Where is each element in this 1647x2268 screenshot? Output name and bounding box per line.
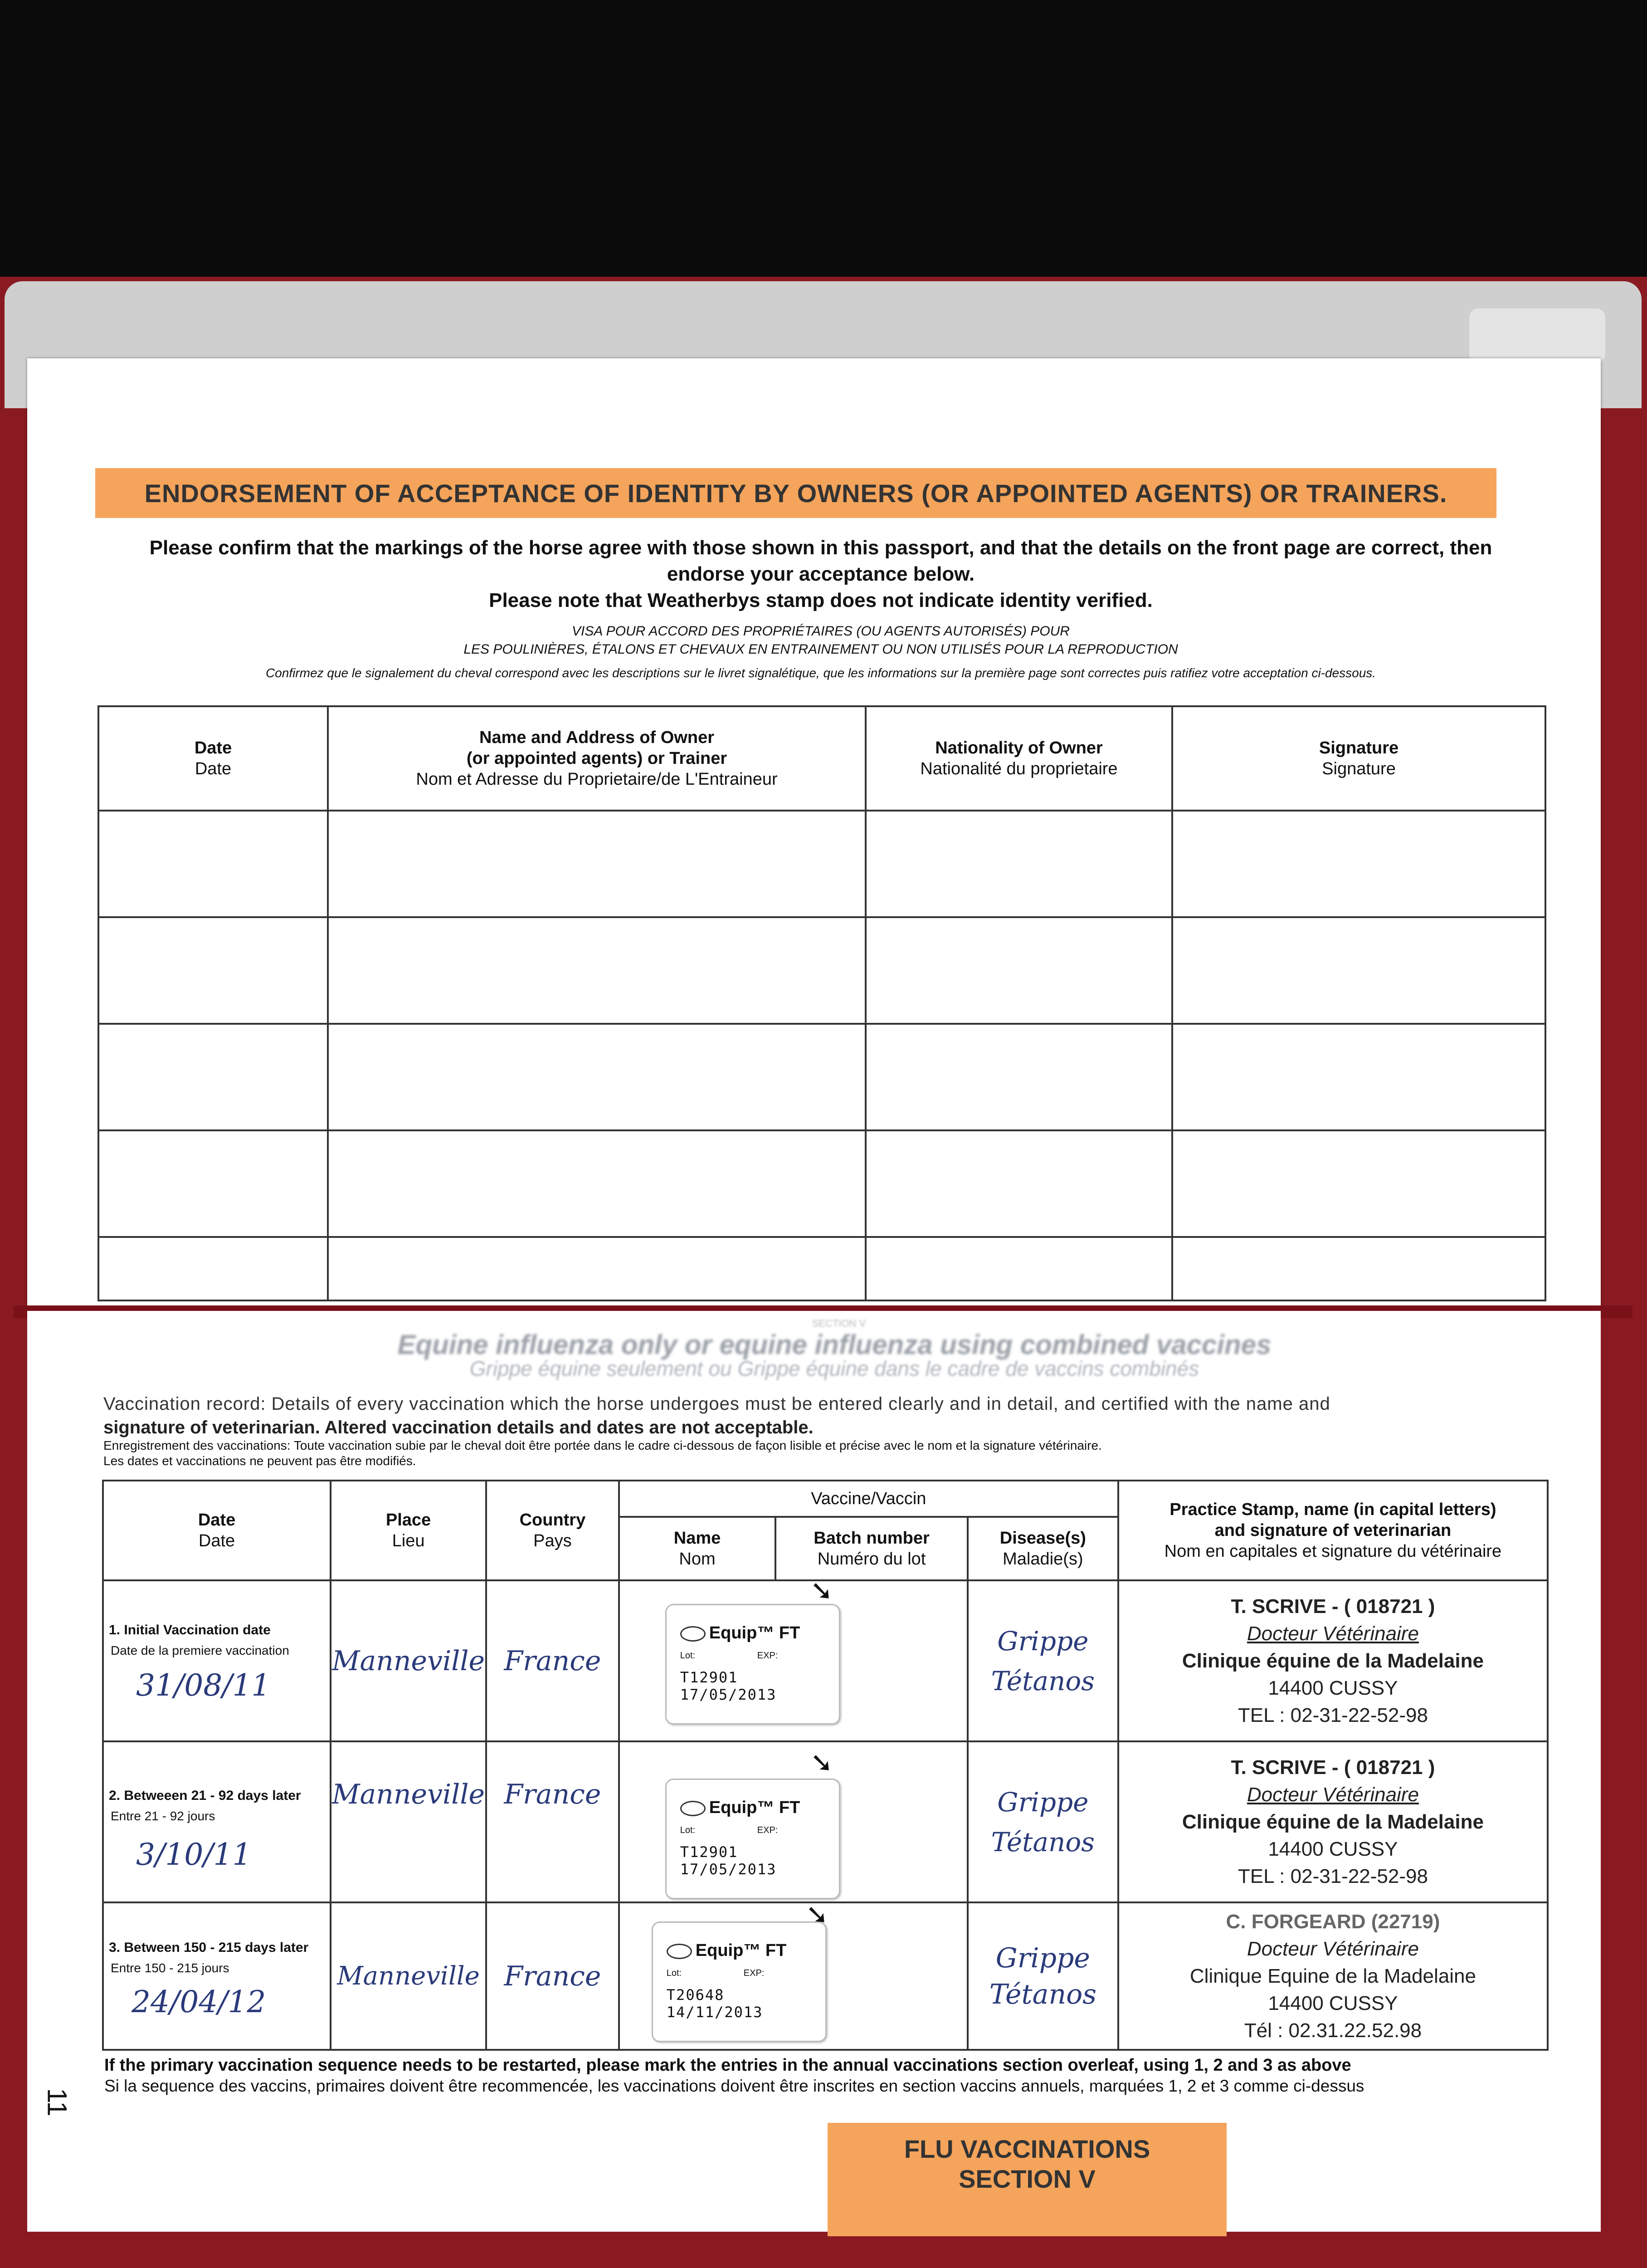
vcol-name-en: Name xyxy=(673,1529,721,1548)
arrow-icon: ➘ xyxy=(810,1575,833,1606)
vcol-date-en: Date xyxy=(198,1510,236,1530)
vet-title: Docteur Vétérinaire xyxy=(1247,1937,1419,1960)
endorse-fr-3: Confirmez que le signalement du cheval correspond avec les descriptions sur le livret signalétique, que les informations sur la première page sont correctes puis ratifiez votre acceptation ci-dessous. xyxy=(265,666,1376,680)
row-label: 2. Betweeen 21 - 92 days later xyxy=(109,1788,301,1803)
row-disease-cell[interactable] xyxy=(968,1902,1118,2050)
vcol-stamp-en2: and signature of veterinarian xyxy=(1214,1521,1452,1540)
cell[interactable] xyxy=(328,1130,866,1237)
vet-name: C. FORGEARD (22719) xyxy=(1226,1910,1440,1933)
vaccination-record-2: signature of veterinarian. Altered vaccination details and dates are not acceptable. xyxy=(103,1418,814,1437)
endorsement-row xyxy=(98,1024,1545,1130)
cell[interactable] xyxy=(328,1024,866,1130)
cell[interactable] xyxy=(98,1130,328,1237)
endorsement-row xyxy=(98,917,1545,1024)
cell[interactable] xyxy=(1172,1024,1545,1130)
cell[interactable] xyxy=(328,917,866,1024)
vet-title: Docteur Vétérinaire xyxy=(1247,1622,1419,1645)
restart-note-en: If the primary vaccination sequence needs to be restarted, please mark the entries in the annual vaccinations section overleaf, using 1, 2 and 3 as above xyxy=(104,2056,1351,2075)
vet-title: Docteur Vétérinaire xyxy=(1247,1783,1419,1806)
row-vaccine-cell[interactable] xyxy=(619,1899,968,2050)
vcol-place-en: Place xyxy=(385,1510,431,1530)
cell[interactable] xyxy=(866,1237,1172,1300)
lot-code: T12901 17/05/2013 xyxy=(680,1843,777,1878)
cell[interactable] xyxy=(98,811,328,917)
endorsement-table xyxy=(97,705,1546,1301)
arrow-icon: ➘ xyxy=(810,1747,833,1778)
handwritten-disease-1: Grippe xyxy=(997,1786,1089,1818)
row-country-cell[interactable] xyxy=(486,1902,619,2050)
cell[interactable] xyxy=(98,1024,328,1130)
vet-clinic: Clinique équine de la Madelaine xyxy=(1182,1810,1484,1833)
col-nationality xyxy=(866,706,1172,811)
cell[interactable] xyxy=(1172,917,1545,1024)
endorse-fr-1: VISA POUR ACCORD DES PROPRIÉTAIRES (OU AGENTS AUTORISÉS) POUR xyxy=(572,624,1070,639)
row-disease-cell[interactable] xyxy=(968,1580,1118,1741)
pfizer-logo-icon xyxy=(667,1944,692,1959)
handwritten-country: France xyxy=(504,1645,601,1677)
arrow-icon: ➘ xyxy=(805,1899,829,1930)
vcol-practice-stamp xyxy=(1118,1481,1548,1580)
row-label-fr: Entre 21 - 92 jours xyxy=(111,1809,215,1823)
vcol-disease xyxy=(968,1517,1118,1580)
lot-label: Lot: xyxy=(680,1651,696,1661)
vcol-date xyxy=(103,1481,331,1580)
col-nat-en: Nationality of Owner xyxy=(935,738,1103,758)
lot-label: Lot: xyxy=(666,1968,682,1978)
vet-tel: Tél : 02.31.22.52.98 xyxy=(1244,2019,1422,2042)
vcol-country xyxy=(486,1481,619,1580)
vcol-country-fr: Pays xyxy=(533,1531,572,1550)
endorsement-title: ENDORSEMENT OF ACCEPTANCE OF IDENTITY BY OWNERS (OR APPOINTED AGENTS) OR TRAINERS. xyxy=(144,479,1447,508)
col-owner-fr: Nom et Adresse du Proprietaire/de L'Entraineur xyxy=(416,770,778,789)
handwritten-disease-2: Tétanos xyxy=(991,1826,1095,1857)
row-label-fr: Date de la premiere vaccination xyxy=(111,1643,289,1657)
vaccine-brand xyxy=(667,1941,787,1960)
cell[interactable] xyxy=(866,811,1172,917)
vaccination-table xyxy=(102,1480,1549,2051)
endorsement-row xyxy=(98,1130,1545,1237)
row-place-cell[interactable] xyxy=(331,1741,486,1902)
endorsement-row xyxy=(98,811,1545,917)
col-owner xyxy=(328,706,866,811)
exp-label: EXP: xyxy=(757,1825,778,1835)
vet-stamp xyxy=(1118,1741,1548,1902)
vcol-country-en: Country xyxy=(519,1510,586,1530)
row-date-cell[interactable] xyxy=(103,1741,331,1902)
lot-code: T20648 14/11/2013 xyxy=(666,1986,763,2021)
endorse-fr-2: LES POULINIÈRES, ÉTALONS ET CHEVAUX EN ENTRAINEMENT OU NON UTILISÉS POUR LA REPRODUCTION xyxy=(463,642,1178,657)
pfizer-logo-icon xyxy=(680,1801,706,1816)
handwritten-disease-1: Grippe xyxy=(997,1625,1089,1657)
handwritten-place: Manneville xyxy=(332,1645,485,1677)
vet-name: T. SCRIVE - ( 018721 ) xyxy=(1231,1595,1435,1618)
vaccine-brand xyxy=(680,1623,800,1643)
flu-line-2: SECTION V xyxy=(959,2165,1096,2193)
vcol-name-fr: Nom xyxy=(679,1549,716,1569)
vaccine-brand-text: Equip™ FT xyxy=(709,1798,800,1817)
row-place-cell[interactable] xyxy=(331,1902,486,2050)
cell[interactable] xyxy=(866,917,1172,1024)
row-label: 3. Between 150 - 215 days later xyxy=(109,1940,309,1955)
vet-stamp xyxy=(1118,1580,1548,1741)
vcol-batch-en: Batch number xyxy=(814,1529,930,1548)
vet-name: T. SCRIVE - ( 018721 ) xyxy=(1231,1756,1435,1779)
row-country-cell[interactable] xyxy=(486,1741,619,1902)
section-title: Equine influenza only or equine influenza using combined vaccines xyxy=(397,1330,1272,1360)
vet-clinic: Clinique Equine de la Madelaine xyxy=(1189,1965,1476,1987)
flu-line-1: FLU VACCINATIONS xyxy=(904,2135,1150,2163)
col-nat-fr: Nationalité du proprietaire xyxy=(920,759,1118,778)
vacc-row-3 xyxy=(103,1902,1548,2050)
vet-tel: TEL : 02-31-22-52-98 xyxy=(1238,1865,1428,1887)
endorsement-row xyxy=(98,1237,1545,1300)
row-disease-cell[interactable] xyxy=(968,1741,1118,1902)
handwritten-date: 31/08/11 xyxy=(136,1668,271,1703)
vaccination-record-fr-2: Les dates et vaccinations ne peuvent pas être modifiés. xyxy=(103,1454,416,1468)
row-country-cell[interactable] xyxy=(486,1580,619,1741)
handwritten-disease-1: Grippe xyxy=(995,1942,1090,1974)
lot-code: T12901 17/05/2013 xyxy=(680,1669,777,1703)
row-date-cell[interactable] xyxy=(103,1580,331,1741)
endorse-instruction-2: endorse your acceptance below. xyxy=(667,563,975,585)
vacc-row-1 xyxy=(103,1580,1548,1741)
vcol-vaccine: Vaccine/Vaccin xyxy=(619,1481,1118,1517)
row-label: 1. Initial Vaccination date xyxy=(109,1623,271,1637)
vcol-place-fr: Lieu xyxy=(392,1531,425,1550)
vaccination-record-1: Vaccination record: Details of every vaccination which the horse undergoes must be entered clearly and in detail, and certified with the name and xyxy=(103,1394,1330,1414)
handwritten-date: 24/04/12 xyxy=(132,1984,266,2019)
row-place-cell[interactable] xyxy=(331,1580,486,1741)
col-date-fr: Date xyxy=(195,759,232,778)
handwritten-date: 3/10/11 xyxy=(136,1837,252,1872)
cell[interactable] xyxy=(98,1237,328,1300)
cell[interactable] xyxy=(1172,1237,1545,1300)
vcol-place xyxy=(331,1481,486,1580)
col-sig-fr: Signature xyxy=(1322,759,1396,778)
cell[interactable] xyxy=(1172,1130,1545,1237)
row-vaccine-cell[interactable] xyxy=(619,1741,968,1902)
vet-stamp xyxy=(1118,1902,1548,2050)
handwritten-disease-2: Tétanos xyxy=(989,1978,1096,2010)
vaccine-sticker xyxy=(665,1604,840,1725)
section-label: SECTION V xyxy=(812,1318,866,1329)
vet-town: 14400 CUSSY xyxy=(1268,1992,1398,2014)
row-label-fr: Entre 150 - 215 jours xyxy=(111,1961,229,1975)
vaccine-sticker xyxy=(652,1921,827,2042)
col-date xyxy=(98,706,328,811)
col-sig-en: Signature xyxy=(1319,738,1399,758)
vcol-date-fr: Date xyxy=(198,1531,235,1550)
pfizer-logo-icon xyxy=(680,1626,706,1642)
exp-label: EXP: xyxy=(757,1651,778,1661)
cell[interactable] xyxy=(866,1130,1172,1237)
handwritten-country: France xyxy=(504,1779,601,1810)
endorse-instruction-1: Please confirm that the markings of the horse agree with those shown in this passport, and that the details on the front page are correct, then xyxy=(149,537,1492,559)
col-date-en: Date xyxy=(194,738,232,758)
flu-vaccinations-title xyxy=(828,2134,1227,2194)
handwritten-place: Manneville xyxy=(332,1779,485,1810)
vaccine-brand-text: Equip™ FT xyxy=(709,1623,800,1642)
vcol-disease-fr: Maladie(s) xyxy=(1003,1549,1083,1569)
endorsement-header-row xyxy=(98,706,1545,811)
cell[interactable] xyxy=(1172,811,1545,917)
page-tab xyxy=(1469,308,1605,363)
vcol-stamp-fr: Nom en capitales et signature du vétérinaire xyxy=(1164,1542,1502,1561)
weatherbys-note: Please note that Weatherbys stamp does not indicate identity verified. xyxy=(489,589,1153,611)
cell[interactable] xyxy=(328,1237,866,1300)
col-owner-en1: Name and Address of Owner xyxy=(479,728,715,747)
handwritten-place: Manneville xyxy=(337,1961,480,1991)
vet-tel: TEL : 02-31-22-52-98 xyxy=(1238,1704,1428,1726)
vacc-row-2 xyxy=(103,1741,1548,1902)
exp-label: EXP: xyxy=(743,1968,765,1978)
vaccine-brand xyxy=(680,1798,800,1818)
page-number: 11 xyxy=(42,2088,73,2116)
vcol-disease-en: Disease(s) xyxy=(999,1529,1086,1548)
vcol-stamp-en1: Practice Stamp, name (in capital letters) xyxy=(1169,1500,1496,1519)
col-signature xyxy=(1172,706,1545,811)
lot-label: Lot: xyxy=(680,1825,696,1835)
vet-town: 14400 CUSSY xyxy=(1268,1838,1398,1860)
handwritten-disease-2: Tétanos xyxy=(991,1665,1095,1696)
cell[interactable] xyxy=(98,917,328,1024)
cell[interactable] xyxy=(328,811,866,917)
row-vaccine-cell[interactable] xyxy=(619,1575,968,1741)
vaccination-record-fr-1: Enregistrement des vaccinations: Toute vaccination subie par le cheval doit être portée dans le cadre ci-dessous de façon lisible et précise avec le nom et la signature vétérinaire. xyxy=(103,1438,1102,1452)
handwritten-country: France xyxy=(504,1960,601,1992)
vcol-batch-fr: Numéro du lot xyxy=(817,1549,926,1569)
vaccine-sticker xyxy=(665,1779,840,1899)
row-date-cell[interactable] xyxy=(103,1902,331,2050)
vet-clinic: Clinique équine de la Madelaine xyxy=(1182,1649,1484,1672)
col-owner-en2: (or appointed agents) or Trainer xyxy=(466,749,727,768)
vet-town: 14400 CUSSY xyxy=(1268,1677,1398,1699)
vcol-batch xyxy=(775,1517,968,1580)
vacc-header-row-1 xyxy=(103,1481,1548,1517)
vaccine-brand-text: Equip™ FT xyxy=(695,1941,787,1960)
section-subtitle: Grippe équine seulement ou Grippe équine dans le cadre de vaccins combinés xyxy=(469,1357,1199,1380)
restart-note-fr: Si la sequence des vaccins, primaires doivent être recommencée, les vaccinations doivent être inscrites en section vaccins annuels, marquées 1, 2 et 3 comme ci-dessus xyxy=(104,2077,1364,2095)
cell[interactable] xyxy=(866,1024,1172,1130)
vcol-name xyxy=(619,1517,775,1580)
